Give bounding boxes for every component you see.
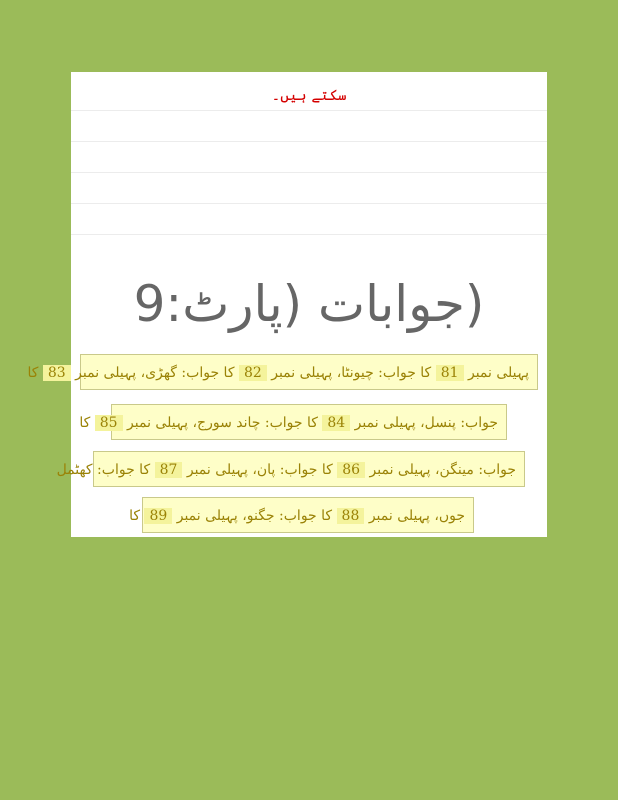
answer-segment: پہیلی نمبر: [186, 462, 248, 478]
answer-line-text: [27, 355, 529, 391]
answer-segment: کا: [79, 415, 91, 431]
answer-line-text: [79, 405, 498, 441]
answer-segment: کا جواب: چاند سورج،: [192, 415, 318, 431]
answer-line-text: [129, 498, 465, 534]
riddle-number: 82: [239, 365, 267, 381]
answer-segment: پہیلی نمبر: [75, 365, 137, 381]
answer-segment: پہیلی نمبر: [271, 365, 333, 381]
answer-segment: پہیلی نمبر: [176, 508, 238, 524]
answer-segment: جوں،: [434, 508, 465, 524]
answer-segment: کا جواب: کھٹمل: [56, 462, 151, 478]
answer-segment: پہیلی نمبر: [354, 415, 416, 431]
riddle-number: 83: [43, 365, 71, 381]
answer-segment: جواب: پنسل،: [420, 415, 498, 431]
riddle-number: 81: [436, 365, 464, 381]
answer-segment: پہیلی نمبر: [368, 508, 430, 524]
riddle-number: 88: [337, 508, 365, 524]
ruled-line: [71, 203, 547, 204]
riddle-number: 85: [95, 415, 123, 431]
riddle-number: 86: [337, 462, 365, 478]
answer-line: [56, 451, 525, 487]
section-heading: (جوابات (پارٹ:9: [133, 275, 485, 333]
ruled-line: [71, 141, 547, 142]
ruled-line: [71, 110, 547, 111]
answer-segment: کا: [129, 508, 140, 524]
answer-segment: کا جواب: چیونٹا،: [336, 365, 432, 381]
ruled-line: [71, 234, 547, 235]
continued-text: سکتے ہیں۔: [271, 86, 347, 104]
answer-line-text: [56, 452, 516, 488]
answer-line: [129, 497, 474, 533]
ruled-line: [71, 172, 547, 173]
riddle-number: 84: [322, 415, 350, 431]
answer-segment: کا جواب: گھڑی،: [140, 365, 235, 381]
answer-segment: جواب: مینگن،: [435, 462, 516, 478]
answer-segment: پہیلی نمبر: [467, 365, 529, 381]
answer-segment: پہیلی نمبر: [369, 462, 431, 478]
answer-line: [27, 354, 538, 390]
answer-segment: کا: [27, 365, 39, 381]
riddle-number: 89: [144, 508, 172, 524]
answer-segment: کا جواب: پان،: [252, 462, 333, 478]
answer-segment: کا جواب: جگنو،: [242, 508, 333, 524]
answer-line: [79, 404, 507, 440]
answer-segment: پہیلی نمبر: [127, 415, 189, 431]
riddle-number: 87: [155, 462, 183, 478]
